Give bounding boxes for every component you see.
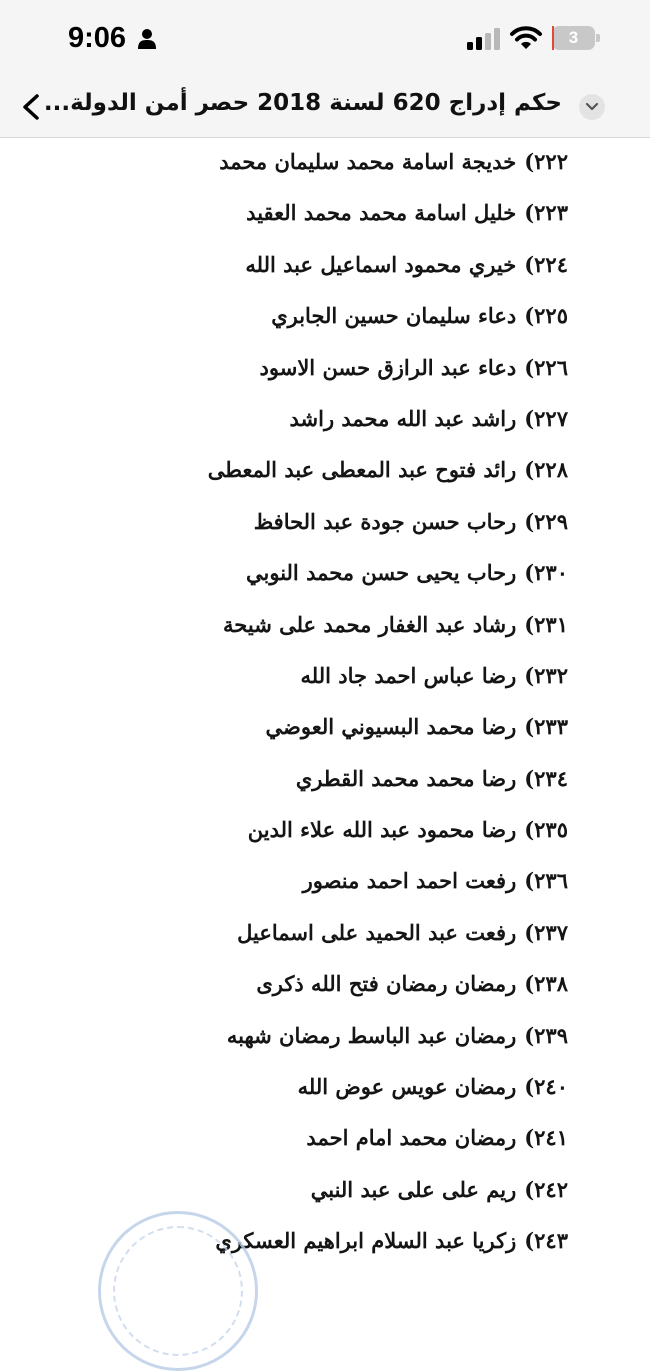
row-number: ٢٣٥) <box>524 817 568 843</box>
row-number: ٢٢٨) <box>524 457 568 483</box>
battery-body <box>552 26 595 50</box>
row-name: رشاد عبد الغفار محمد على شيحة <box>223 611 517 637</box>
battery-level: 3 <box>568 28 579 47</box>
battery-tip <box>596 34 600 42</box>
list-item <box>208 1013 568 1064</box>
list-item <box>208 139 568 190</box>
row-name: ريم على على عبد النبي <box>310 1176 517 1202</box>
chevron-left-icon <box>20 94 42 120</box>
list-item <box>208 653 568 704</box>
row-number: ٢٢٧) <box>524 405 568 431</box>
list-item <box>208 345 568 396</box>
row-number: ٢٣٨) <box>524 971 568 997</box>
list-item <box>208 447 568 498</box>
list-item <box>208 1064 568 1115</box>
row-number: ٢٢٩) <box>524 508 568 534</box>
row-number: ٢٤١) <box>524 1125 568 1151</box>
row-name: رفعت عبد الحميد على اسماعيل <box>237 919 517 945</box>
row-name: راشد عبد الله محمد راشد <box>289 405 517 431</box>
list-item <box>208 550 568 601</box>
row-number: ٢٣٢) <box>524 662 568 688</box>
row-number: ٢٢٦) <box>524 354 568 380</box>
person-icon <box>137 28 157 50</box>
list-item <box>208 858 568 909</box>
list-item <box>208 807 568 858</box>
list-item <box>208 499 568 550</box>
row-name: دعاء عبد الرازق حسن الاسود <box>259 354 517 380</box>
row-number: ٢٣٧) <box>524 919 568 945</box>
document-title[interactable]: حكم إدراج 620 لسنة 2018 حصر أمن الدولة... <box>43 90 562 116</box>
row-number: ٢٤٠) <box>524 1074 568 1100</box>
row-number: ٢٣٤) <box>524 765 568 791</box>
list-item <box>208 396 568 447</box>
row-number: ٢٣٩) <box>524 1022 568 1048</box>
status-bar <box>0 0 650 74</box>
list-item <box>208 293 568 344</box>
wifi-icon <box>510 26 542 50</box>
list-item <box>208 756 568 807</box>
row-name: رضا محمود عبد الله علاء الدين <box>247 817 517 843</box>
row-number: ٢٣٦) <box>524 868 568 894</box>
row-name: رمضان عويس عوض الله <box>297 1074 517 1100</box>
row-name: رمضان عبد الباسط رمضان شهبه <box>226 1022 517 1048</box>
list-item <box>208 1115 568 1166</box>
row-number: ٢٤٣) <box>524 1228 568 1254</box>
stamp-inner-ring <box>113 1226 243 1356</box>
row-name: رضا محمد محمد القطري <box>295 765 517 791</box>
row-name: رضا عباس احمد جاد الله <box>300 662 517 688</box>
row-name: رحاب يحيى حسن محمد النوبي <box>246 560 517 586</box>
document-page[interactable] <box>0 139 650 1280</box>
row-name: رضا محمد البسيوني العوضي <box>265 714 517 740</box>
row-number: ٢٣٠) <box>524 560 568 586</box>
list-item <box>208 602 568 653</box>
row-number: ٢٢٣) <box>524 200 568 226</box>
row-name: رمضان محمد امام احمد <box>306 1125 517 1151</box>
row-name: رائد فتوح عبد المعطى عبد المعطى <box>207 457 517 483</box>
names-list <box>208 139 568 1270</box>
row-number: ٢٢٤) <box>524 251 568 277</box>
signal-icon <box>466 28 502 50</box>
row-name: زكريا عبد السلام ابراهيم العسكري <box>215 1228 517 1254</box>
chevron-down-icon <box>585 102 599 112</box>
row-number: ٢٤٢) <box>524 1176 568 1202</box>
list-item <box>208 190 568 241</box>
row-name: خيري محمود اسماعيل عبد الله <box>245 251 517 277</box>
list-item <box>208 961 568 1012</box>
row-name: خديجة اسامة محمد سليمان محمد <box>219 149 517 174</box>
stamp-seal <box>98 1211 258 1371</box>
document-nav-bar <box>0 74 650 138</box>
row-name: رفعت احمد احمد منصور <box>302 868 517 894</box>
list-item <box>208 242 568 293</box>
row-name: خليل اسامة محمد محمد العقيد <box>246 200 517 226</box>
list-item <box>208 910 568 961</box>
status-time: 9:06 <box>68 22 127 54</box>
list-item <box>208 1167 568 1218</box>
row-number: ٢٢٥) <box>524 303 568 329</box>
row-name: رحاب حسن جودة عبد الحافظ <box>253 508 517 534</box>
list-item <box>208 1218 568 1269</box>
list-item <box>208 704 568 755</box>
row-name: دعاء سليمان حسين الجابري <box>271 303 517 329</box>
row-number: ٢٢٢) <box>524 149 568 174</box>
battery-icon <box>552 26 600 50</box>
title-menu-button[interactable] <box>579 94 605 120</box>
row-number: ٢٣٣) <box>524 714 568 740</box>
row-number: ٢٣١) <box>524 611 568 637</box>
row-name: رمضان رمضان فتح الله ذكرى <box>256 971 517 997</box>
